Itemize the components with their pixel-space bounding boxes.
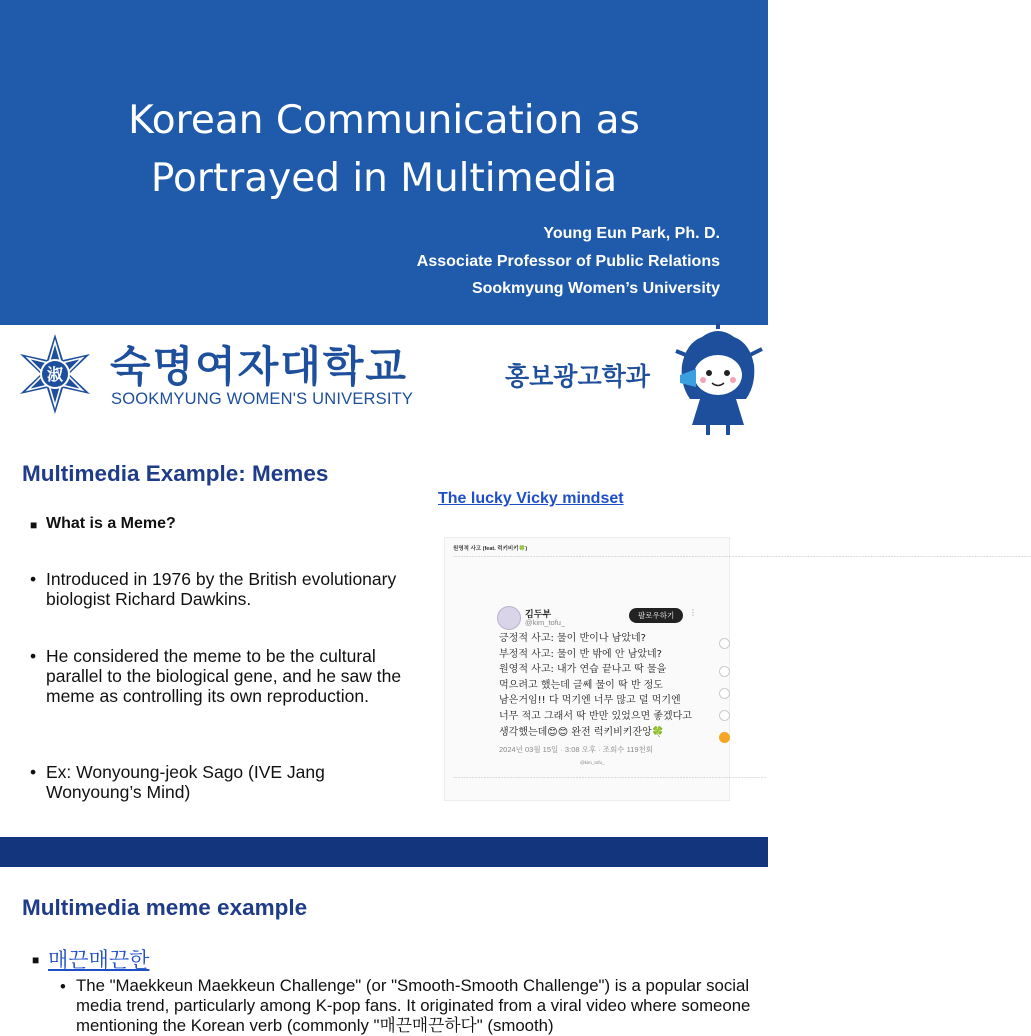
follow-button[interactable]: 팔로우하기	[629, 608, 683, 623]
tweet-timestamp: 2024년 03월 15일 · 3:08 오후 · 조회수 119천회	[499, 745, 654, 754]
meme-caption: 원영적 사고 (feat. 럭키비키🍀)	[453, 546, 528, 552]
bullet-text: Introduced in 1976 by the British evolutionary biologist Richard Dawkins.	[46, 569, 397, 609]
bullet-item	[30, 762, 415, 802]
meme-example-slide	[0, 837, 768, 1035]
author-name: Young Eun Park, Ph. D.	[543, 225, 720, 242]
author-university: Sookmyung Women’s University	[471, 280, 720, 297]
square-bullet-icon: ■	[32, 953, 40, 967]
tweet-line: 긍정적 사고: 물이 반이나 남았네?	[499, 633, 646, 644]
side-button-icon	[719, 688, 730, 699]
bullet-dot-icon: •	[30, 569, 37, 589]
bullet-dot-icon: •	[60, 978, 66, 996]
tweet-body	[499, 631, 713, 740]
more-options-icon: ⋮	[689, 608, 697, 617]
header-bar	[0, 837, 768, 867]
bullet-item	[30, 514, 415, 534]
tweet-line: 원영적 사고: 내가 연습 끝나고 딱 물을	[499, 664, 667, 676]
meme-screenshot	[444, 537, 1031, 801]
department-name: 홍보광고학과	[505, 362, 650, 391]
bullet-dot-icon: •	[30, 762, 37, 782]
bullet-item	[30, 569, 415, 609]
tweet-line: 생각했는데😊😊 완전 럭키비키잔앙🍀	[499, 726, 665, 738]
side-button-icon	[719, 666, 730, 677]
bullet-item	[30, 646, 415, 706]
slide-heading: Multimedia Example: Memes	[22, 461, 329, 486]
meme-footer-text-blur: ·············································································································································································································	[453, 775, 767, 780]
tweet-line: 먹으려고 했는데 글쎄 물이 딱 반 정도	[499, 679, 663, 691]
memes-slide	[0, 325, 1031, 837]
title-slide	[0, 0, 768, 325]
image-credit: @kim_tofu_	[580, 760, 605, 765]
bullet-text: Ex: Wonyoung-jeok Sago (IVE Jang Wonyoung’s Mind)	[46, 762, 325, 802]
slide-heading: Multimedia meme example	[22, 895, 308, 920]
university-name-korean: 숙명여자대학교	[110, 342, 409, 391]
mascot-illustration-icon	[672, 325, 764, 437]
bullet-text: The "Maekkeun Maekkeun Challenge" (or "Smooth-Smooth Challenge") is a popular social media trend, particularly among K-pop fans. It originated from a viral video where someone mentioning the Korean verb (commonly "매끈매끈하다" (smooth)	[76, 976, 751, 1035]
bullet-dot-icon: •	[30, 646, 37, 666]
tweet-line: 남은거임!! 다 먹기엔 너무 많고 덜 먹기엔	[499, 695, 681, 707]
university-emblem-icon	[14, 333, 96, 415]
side-button-icon	[719, 732, 730, 743]
tweet-user-handle: @kim_tofu_	[525, 618, 566, 627]
maekkeun-link[interactable]: 매끈매끈한	[48, 948, 150, 972]
avatar	[497, 606, 521, 630]
tweet-user-name: 김두부	[525, 609, 552, 619]
meme-intro-text-blur: ··························································································································································································································································································································································································	[453, 554, 1031, 559]
author-block	[417, 220, 720, 303]
emblem-character: 淑	[46, 365, 64, 384]
bullet-text: What is a Meme?	[46, 515, 176, 532]
side-button-icon	[719, 638, 730, 649]
lucky-vicky-link[interactable]: The lucky Vicky mindset	[438, 490, 624, 507]
bullet-text: He considered the meme to be the cultural parallel to the biological gene, and he saw the meme as controlling its own reproduction.	[46, 646, 402, 706]
tweet-line: 너무 적고 그래서 딱 반만 있었으면 좋겠다고	[499, 710, 692, 722]
title-line-2: Portrayed in Multimedia	[150, 156, 618, 201]
slide-title	[0, 92, 768, 208]
square-bullet-icon: ■	[30, 518, 38, 532]
author-position: Associate Professor of Public Relations	[416, 252, 720, 270]
university-name-english: SOOKMYUNG WOMEN'S UNIVERSITY	[111, 390, 414, 408]
title-line-1: Korean Communication as	[128, 98, 640, 143]
tweet-line: 부정적 사고: 물이 반 밖에 안 남았네?	[499, 648, 662, 660]
side-button-icon	[719, 710, 730, 721]
